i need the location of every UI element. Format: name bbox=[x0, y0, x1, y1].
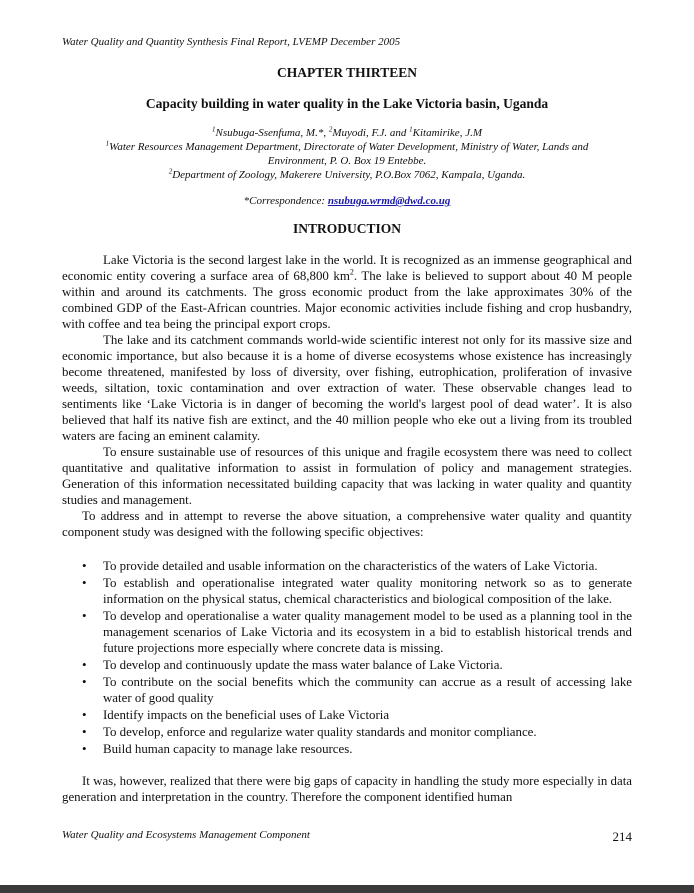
body-text bbox=[62, 252, 632, 805]
paragraph-2: The lake and its catchment commands world-wide scientific interest not only for its massive size and economic importance, but also because it is a home of diverse ecosystems whose existence has increasingly become threatened, manifested by loss of diversity, over fishing, eutrophication, proliferation of invasive weeds, siltation, toxic contamination and over extraction of water. These observable changes lead to sentiments like ‘Lake Victoria is in danger of becoming the world's largest pool of dead water’. It is also believed that half its native fish are extinct, and the 40 million people who eke out a living from its troubled waters are facing an eminent calamity. bbox=[62, 333, 632, 443]
list-item-text: To develop and operationalise a water quality management model to be used as a planning tool in the management scenarios of Lake Victoria and its ecosystem in a bid to establish historical trends and future projections more especially where concrete data is missing. bbox=[103, 609, 632, 655]
list-item bbox=[62, 558, 632, 574]
list-item-text: Identify impacts on the beneficial uses of Lake Victoria bbox=[103, 708, 390, 722]
list-item bbox=[62, 724, 632, 740]
author-affil-marker: 2 bbox=[328, 125, 333, 134]
author-name: Kitamirike, J.M bbox=[412, 127, 482, 139]
bullet-icon: • bbox=[82, 724, 87, 739]
correspondence-label: *Correspondence: bbox=[243, 195, 328, 207]
paragraph-1 bbox=[62, 252, 632, 332]
author-affil-marker: 1 bbox=[409, 125, 413, 134]
bullet-icon: • bbox=[82, 657, 87, 672]
objectives-list bbox=[62, 558, 632, 757]
author-name: Muyodi, F.J. and bbox=[332, 127, 410, 139]
page-number: 214 bbox=[612, 829, 632, 844]
author-line bbox=[90, 126, 604, 140]
affiliation-1 bbox=[90, 140, 604, 168]
bullet-icon: • bbox=[82, 558, 87, 573]
affiliation-marker: 1 bbox=[105, 139, 110, 148]
list-item-text: To develop and continuously update the mass water balance of Lake Victoria. bbox=[103, 658, 503, 672]
list-item bbox=[62, 741, 632, 757]
bullet-icon: • bbox=[82, 674, 87, 689]
list-item-text: To provide detailed and usable information on the characteristics of the waters of Lake Victoria. bbox=[103, 559, 598, 573]
superscript: 2 bbox=[349, 267, 354, 277]
author-name: Nsubuga-Ssenfuma, M.*, bbox=[215, 127, 329, 139]
list-item bbox=[62, 707, 632, 723]
paragraph-3: To ensure sustainable use of resources of this unique and fragile ecosystem there was need to collect quantitative and qualitative information to assist in formulation of policy and management strategies. Generation of this information necessitated building capacity that was lacking in water quality and quantity studies and management. bbox=[62, 445, 632, 507]
author-affil-marker: 1 bbox=[211, 125, 216, 134]
list-item-text: To contribute on the social benefits which the community can accrue as a result of accessing lake water of good quality bbox=[103, 675, 632, 705]
list-item-text: To establish and operationalise integrated water quality monitoring network so as to generate information on the physical status, chemical characteristics and biological composition of the lake. bbox=[103, 576, 632, 606]
bullet-icon: • bbox=[82, 707, 87, 722]
correspondence-email-link[interactable]: nsubuga.wrmd@dwd.co.ug bbox=[327, 195, 451, 207]
running-header: Water Quality and Quantity Synthesis Final Report, LVEMP December 2005 bbox=[62, 36, 401, 48]
running-footer: Water Quality and Ecosystems Management Component bbox=[62, 829, 310, 841]
paragraph-5: It was, however, realized that there were big gaps of capacity in handling the study more especially in data generation and interpretation in the country. Therefore the component identified human bbox=[62, 774, 632, 804]
affiliation-marker: 2 bbox=[168, 167, 173, 176]
paragraph-4: To address and in attempt to reverse the above situation, a comprehensive water quality and quantity component study was designed with the following specific objectives: bbox=[62, 509, 632, 539]
bullet-icon: • bbox=[82, 741, 87, 756]
paragraph-text: Lake Victoria is the second largest lake in the world. It is recognized as an immense geographical and economic entity covering a surface area of 68,800 km bbox=[62, 253, 632, 283]
correspondence bbox=[0, 195, 694, 207]
paper-title: Capacity building in water quality in the Lake Victoria basin, Uganda bbox=[145, 96, 549, 111]
author-block bbox=[90, 126, 604, 182]
paragraph-text: . The lake is believed to support about 40 M people within and around its catchments. The gross economic product from the lake approximates 30% of the combined GDP of the East-African countries. Major economic activities include fishing and crop husbandry, with coffee and tea being the principal export crops. bbox=[62, 269, 632, 331]
affiliation-text: Water Resources Management Department, Directorate of Water Development, Ministry of Water, Lands and Environment, P. O. Box 19 Entebbe. bbox=[109, 141, 589, 167]
list-item-text: Build human capacity to manage lake resources. bbox=[103, 742, 353, 756]
bullet-icon: • bbox=[82, 575, 87, 590]
bullet-icon: • bbox=[82, 608, 87, 623]
list-item bbox=[62, 575, 632, 607]
list-item bbox=[62, 608, 632, 656]
section-heading-introduction: INTRODUCTION bbox=[292, 221, 401, 236]
affiliation-2 bbox=[90, 168, 604, 182]
list-item bbox=[62, 674, 632, 706]
list-item-text: To develop, enforce and regularize water quality standards and monitor compliance. bbox=[103, 725, 537, 739]
viewer-bottom-bar bbox=[0, 885, 694, 893]
affiliation-text: Department of Zoology, Makerere University, P.O.Box 7062, Kampala, Uganda. bbox=[172, 169, 526, 181]
list-item bbox=[62, 657, 632, 673]
chapter-heading: CHAPTER THIRTEEN bbox=[277, 65, 417, 80]
